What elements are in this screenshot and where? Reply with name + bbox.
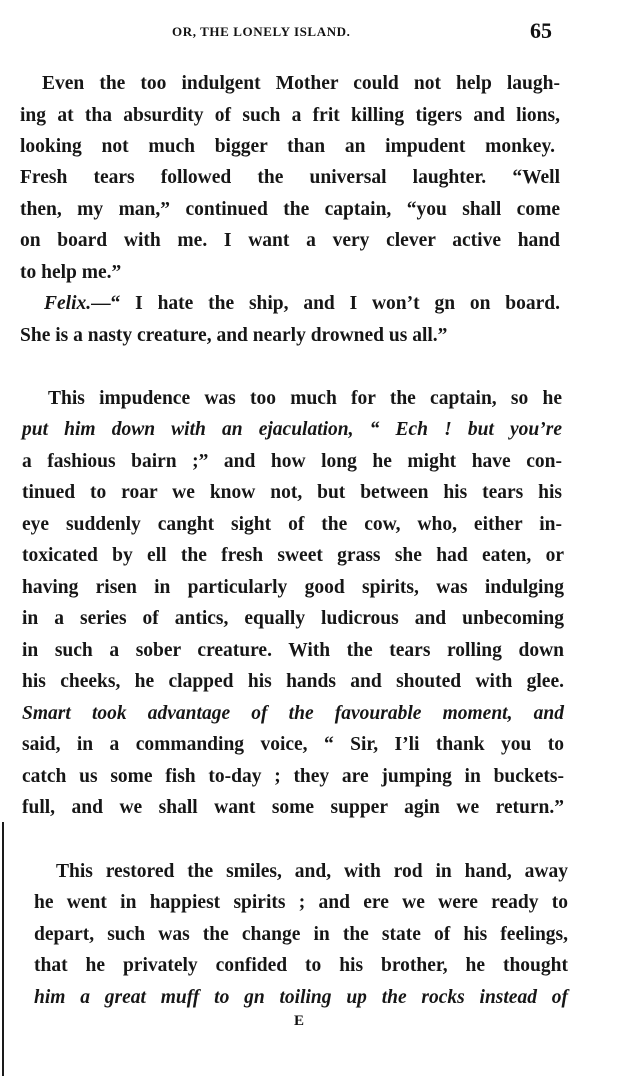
text-line: Even the too indulgent Mother could not help laugh- bbox=[42, 73, 560, 94]
text-line: eye suddenly canght sight of the cow, who, either in- bbox=[22, 514, 562, 535]
text-line: having risen in particularly good spirits, was indulging bbox=[22, 577, 564, 598]
text-line: depart, such was the change in the state of his feelings, bbox=[34, 924, 568, 945]
signature-mark: E bbox=[294, 1013, 305, 1029]
text-line: full, and we shall want some supper agin we return.” bbox=[22, 797, 564, 818]
text-line: looking not much bigger than an impudent monkey. bbox=[20, 136, 555, 157]
text-line: tinued to roar we know not, but between his tears his bbox=[22, 482, 562, 503]
text-line: a fashious bairn ;” and how long he might have con- bbox=[22, 451, 562, 472]
page-edge-rule bbox=[2, 822, 4, 1076]
text-line: then, my man,” continued the captain, “you shall come bbox=[20, 199, 560, 220]
text-line: that he privately confided to his brother, he thought bbox=[34, 955, 568, 976]
text-line: Fresh tears followed the universal laughter. “Well bbox=[20, 167, 560, 188]
text-line: him a great muff to gn toiling up the rocks instead of bbox=[34, 987, 568, 1008]
text-line: toxicated by ell the fresh sweet grass she had eaten, or bbox=[22, 545, 564, 566]
running-title: OR, THE LONELY ISLAND. bbox=[172, 24, 351, 39]
text-line: said, in a commanding voice, “ Sir, I’li thank you to bbox=[22, 734, 564, 755]
page-number: 65 bbox=[530, 18, 552, 43]
speaker-name: Felix. bbox=[44, 293, 92, 314]
text-line: ing at tha absurdity of such a frit killing tigers and lions, bbox=[20, 105, 560, 126]
text-line: to help me.” bbox=[20, 262, 122, 283]
text-line: This restored the smiles, and, with rod in hand, away bbox=[56, 861, 568, 882]
text-line: catch us some fish to-day ; they are jumping in buckets- bbox=[22, 766, 564, 787]
text-line: on board with me. I want a very clever active hand bbox=[20, 230, 560, 251]
text-line: put him down with an ejaculation, “ Ech ! but you’re bbox=[22, 419, 562, 440]
text-line: his cheeks, he clapped his hands and shouted with glee. bbox=[22, 671, 564, 692]
text-line: Felix.—“ I hate the ship, and I won’t gn on board. bbox=[44, 293, 560, 314]
text-line: in such a sober creature. With the tears rolling down bbox=[22, 640, 564, 661]
text-line: Smart took advantage of the favourable moment, and bbox=[22, 703, 564, 724]
text-line: in a series of antics, equally ludicrous and unbecoming bbox=[22, 608, 564, 629]
text-line: he went in happiest spirits ; and ere we were ready to bbox=[34, 892, 568, 913]
text-line: She is a nasty creature, and nearly drowned us all.” bbox=[20, 325, 448, 346]
text-line: This impudence was too much for the captain, so he bbox=[48, 388, 562, 409]
